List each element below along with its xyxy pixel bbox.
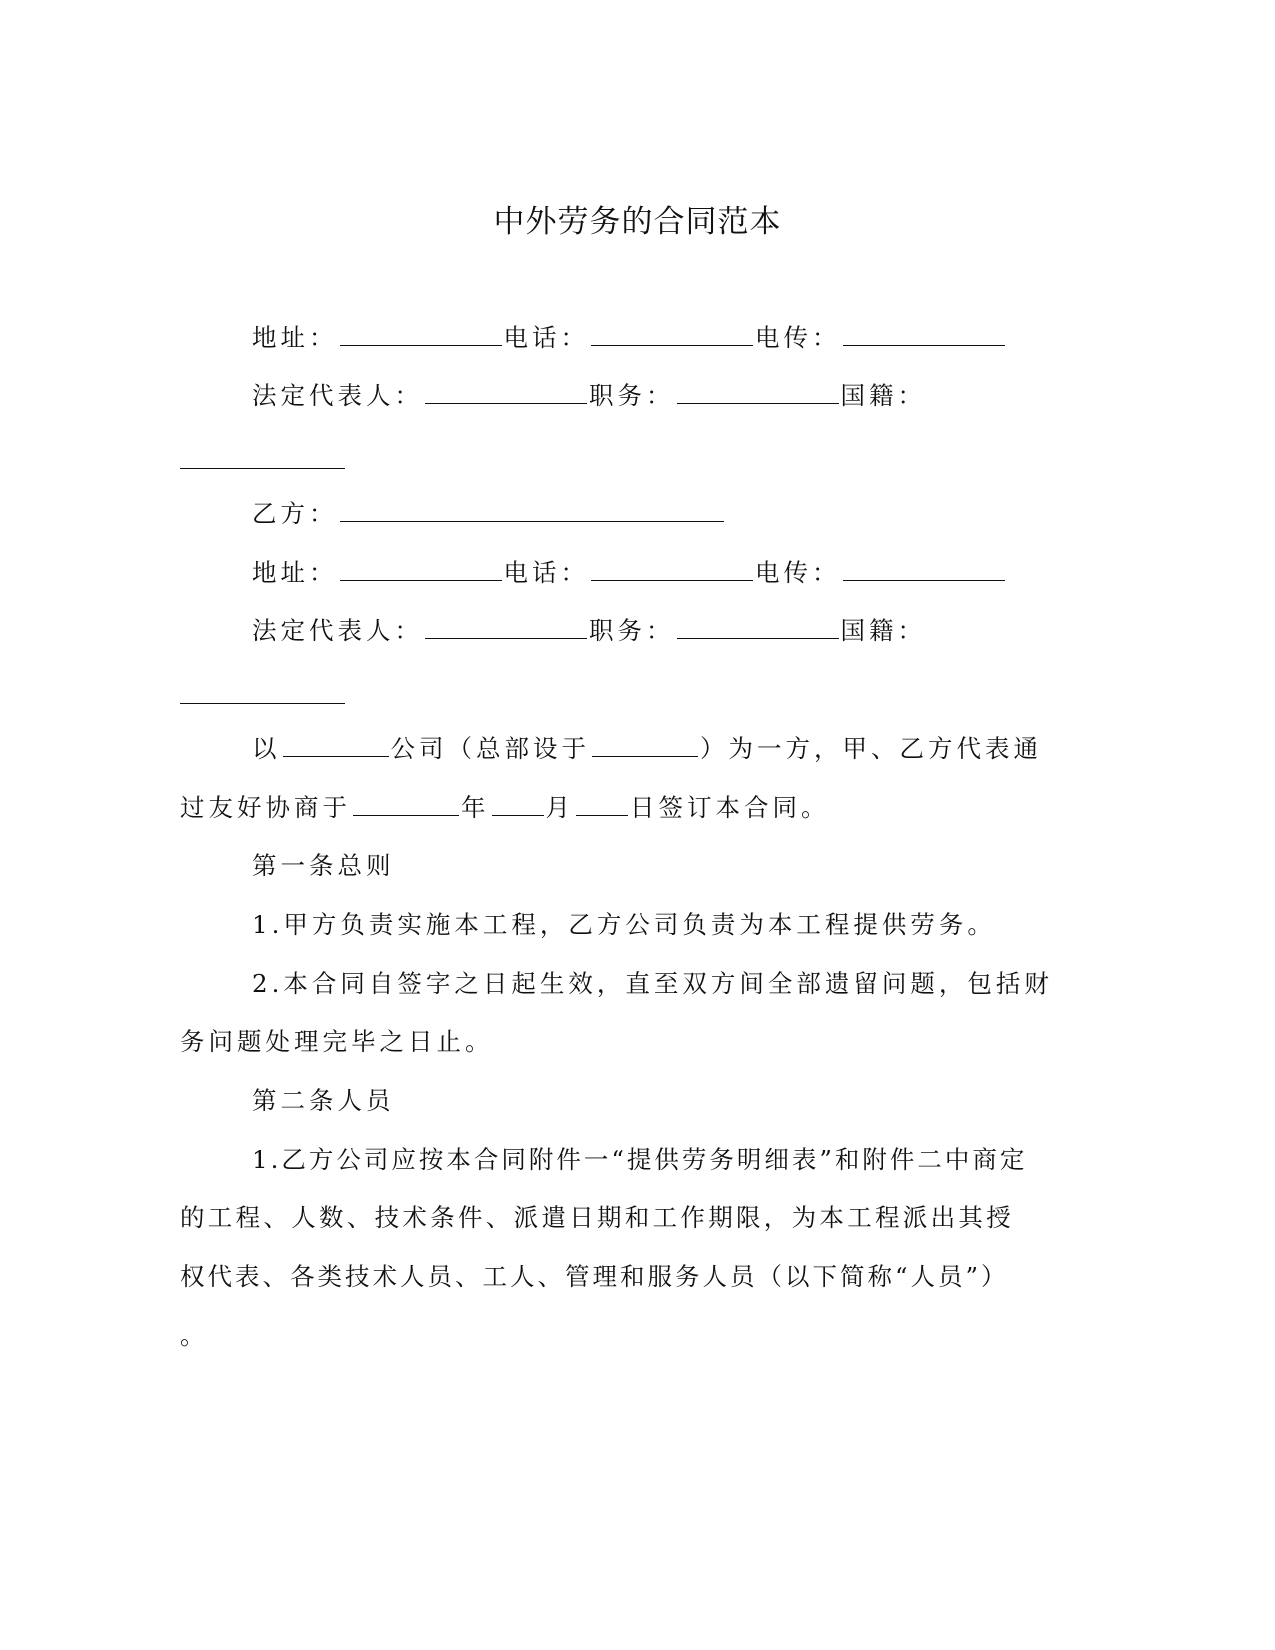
article-2-item-1-line-4: 。 xyxy=(180,1321,209,1350)
article-1-heading: 第一条总则 xyxy=(252,851,395,880)
party-a-rep-line xyxy=(252,376,926,416)
article-2-heading: 第二条人员 xyxy=(252,1086,395,1115)
article-2-item-1-line-2: 的工程、人数、技术条件、派遣日期和工作期限，为本工程派出其授 xyxy=(180,1203,1014,1232)
preamble-text-1: 以 xyxy=(252,734,281,763)
party-a-phone-blank[interactable] xyxy=(591,319,753,346)
article-1-item-1: 1.甲方负责实施本工程，乙方公司负责为本工程提供劳务。 xyxy=(252,910,996,939)
party-b-fax-label: 电传： xyxy=(755,558,841,587)
party-a-contact-line xyxy=(252,318,1007,358)
party-a-phone-label: 电话： xyxy=(503,323,589,352)
headquarters-blank[interactable] xyxy=(592,730,698,757)
party-a-position-label: 职务： xyxy=(589,381,675,410)
month-blank[interactable] xyxy=(492,789,544,816)
year-blank[interactable] xyxy=(353,789,459,816)
preamble-text-3: ）为一方，甲、乙方代表通 xyxy=(700,734,1042,763)
article-1-item-2-line-1: 2.本合同自签字之日起生效，直至双方间全部遗留问题，包括财 xyxy=(252,969,1053,998)
month-label: 月 xyxy=(545,793,574,822)
year-label: 年 xyxy=(461,793,490,822)
party-b-rep-label: 法定代表人： xyxy=(252,616,423,645)
preamble-line-1 xyxy=(252,729,1042,769)
party-a-address-blank[interactable] xyxy=(340,319,502,346)
preamble-line-2 xyxy=(180,788,830,828)
party-b-nationality-label: 国籍： xyxy=(840,616,926,645)
party-b-rep-line xyxy=(252,611,926,651)
party-b-position-label: 职务： xyxy=(589,616,675,645)
party-b-phone-label: 电话： xyxy=(503,558,589,587)
preamble-text-4: 过友好协商于 xyxy=(180,793,351,822)
party-b-name-blank[interactable] xyxy=(340,495,724,522)
party-b-address-blank[interactable] xyxy=(340,554,502,581)
party-a-nationality-blank[interactable] xyxy=(180,468,345,469)
article-2-item-1-line-3: 权代表、各类技术人员、工人、管理和服务人员（以下简称“人员”） xyxy=(180,1262,1009,1291)
party-a-fax-label: 电传： xyxy=(755,323,841,352)
document-title: 中外劳务的合同范本 xyxy=(493,204,782,240)
party-a-address-label: 地址： xyxy=(252,323,338,352)
preamble-text-2: 公司（总部设于 xyxy=(390,734,590,763)
party-a-rep-blank[interactable] xyxy=(425,377,587,404)
party-b-nationality-blank[interactable] xyxy=(180,703,345,704)
party-b-rep-blank[interactable] xyxy=(425,612,587,639)
day-blank[interactable] xyxy=(576,789,628,816)
party-b-fax-blank[interactable] xyxy=(843,554,1005,581)
party-a-position-blank[interactable] xyxy=(677,377,839,404)
party-b-address-label: 地址： xyxy=(252,558,338,587)
article-1-item-2-line-2: 务问题处理完毕之日止。 xyxy=(180,1027,494,1056)
party-a-rep-label: 法定代表人： xyxy=(252,381,423,410)
article-2-item-1-line-1: 1.乙方公司应按本合同附件一“提供劳务明细表”和附件二中商定 xyxy=(252,1145,1028,1174)
party-b-name-label: 乙方： xyxy=(252,499,338,528)
party-b-phone-blank[interactable] xyxy=(591,554,753,581)
party-b-name-line xyxy=(252,494,726,534)
preamble-text-7: 日签订本合同。 xyxy=(630,793,830,822)
party-b-position-blank[interactable] xyxy=(677,612,839,639)
party-a-fax-blank[interactable] xyxy=(843,319,1005,346)
party-b-contact-line xyxy=(252,553,1007,593)
company-name-blank[interactable] xyxy=(283,730,389,757)
party-a-nationality-label: 国籍： xyxy=(840,381,926,410)
